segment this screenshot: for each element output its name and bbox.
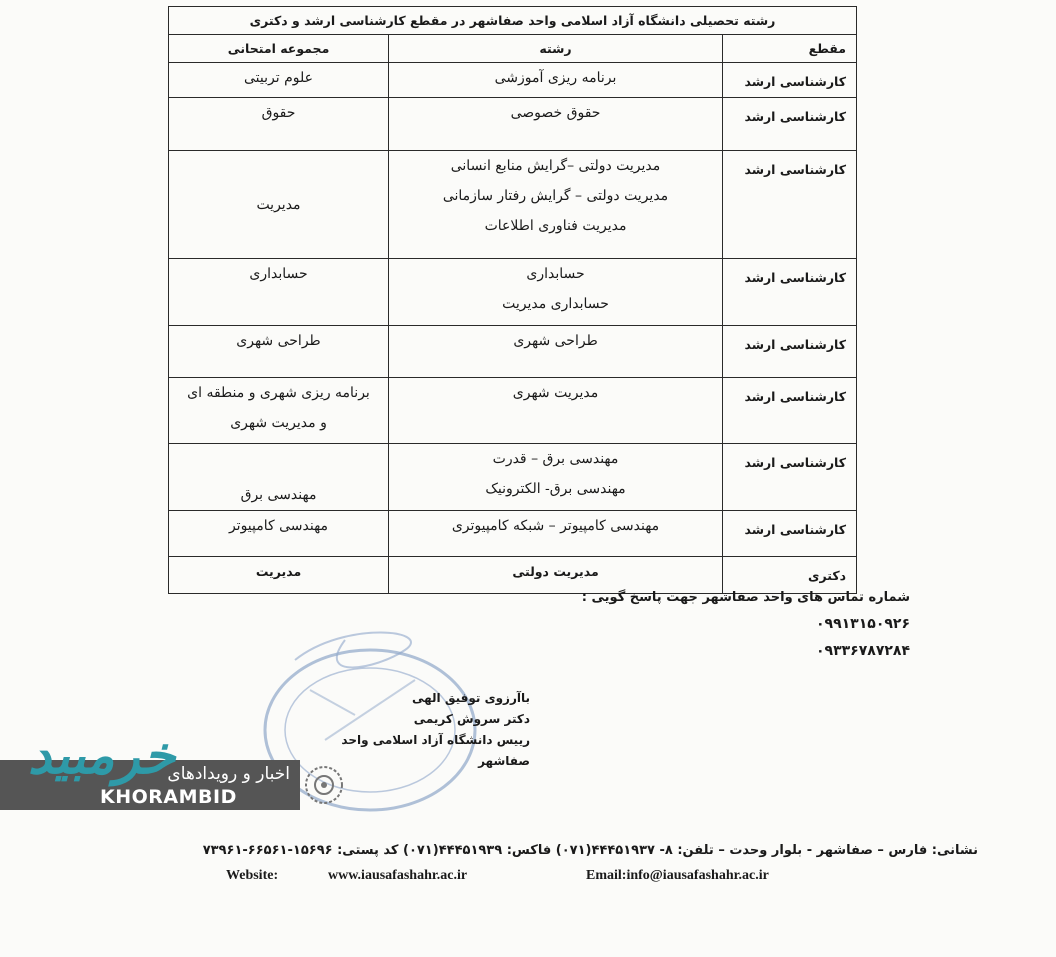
- exam-group-line: حسابداری: [249, 266, 308, 282]
- exam-group-line: مهندسی کامپیوتر: [228, 518, 329, 534]
- cell-exam-group: [169, 444, 389, 511]
- contact-heading: شماره تماس های واحد صفاشهر جهت پاسخ گویی :: [581, 590, 910, 605]
- field-line: طراحی شهری: [513, 333, 598, 349]
- cell-field: [389, 444, 723, 511]
- cell-level: کارشناسی ارشد: [723, 326, 857, 378]
- cell-level: کارشناسی ارشد: [723, 63, 857, 98]
- header-field: رشته: [389, 35, 723, 63]
- table-body: [169, 63, 857, 594]
- cell-level: کارشناسی ارشد: [723, 378, 857, 444]
- cell-field: [389, 326, 723, 378]
- field-line: حقوق خصوصی: [510, 105, 601, 121]
- header-level: مقطع: [723, 35, 857, 63]
- table-row: [169, 326, 857, 378]
- table-header-row: [169, 35, 857, 63]
- cell-level: کارشناسی ارشد: [723, 98, 857, 151]
- programs-table: [168, 6, 857, 594]
- cell-level: کارشناسی ارشد: [723, 151, 857, 259]
- field-line: مدیریت دولتی –گرایش منابع انسانی: [450, 158, 661, 174]
- signature-title: رییس دانشگاه آزاد اسلامی واحد صفاشهر: [341, 733, 530, 768]
- table-row: [169, 444, 857, 511]
- cell-exam-group: [169, 259, 389, 326]
- cell-field: [389, 98, 723, 151]
- cell-exam-group: [169, 511, 389, 557]
- cell-field: [389, 557, 723, 594]
- cell-exam-group: [169, 63, 389, 98]
- cell-exam-group: [169, 378, 389, 444]
- cell-exam-group: [169, 557, 389, 594]
- cell-level: کارشناسی ارشد: [723, 259, 857, 326]
- table-row: [169, 557, 857, 594]
- field-line: مهندسی کامپیوتر – شبکه کامپیوتری: [451, 518, 660, 534]
- table-row: [169, 63, 857, 98]
- watermark-en-text: KHORAMBID: [100, 786, 237, 808]
- field-line: مدیریت شهری: [512, 385, 599, 401]
- cell-exam-group: [169, 151, 389, 259]
- watermark-fa-text: اخبار و رویدادهای: [167, 764, 290, 784]
- cell-level: دکتری: [723, 557, 857, 594]
- cell-exam-group: [169, 98, 389, 151]
- exam-group-line: مدیریت: [255, 564, 302, 579]
- website-label: Website:: [226, 868, 279, 883]
- field-line: مدیریت دولتی – گرایش رفتار سازمانی: [442, 188, 669, 204]
- phone-number-2: ۰۹۳۳۶۷۸۷۲۸۴: [816, 643, 910, 659]
- table-row: [169, 511, 857, 557]
- exam-group-line: مهندسی برق: [240, 487, 317, 503]
- footer-address: نشانی: فارس – صفاشهر - بلوار وحدت – تلفن: ۸- ۴۴۴۵۱۹۳۷(۰۷۱) فاکس: ۴۴۴۵۱۹۳۹(۰۷۱) کد پستی: ۱۵۶۹۶-۶۶۵۶۱-۷۳۹۶۱: [202, 843, 978, 858]
- table-row: [169, 151, 857, 259]
- cell-level: کارشناسی ارشد: [723, 444, 857, 511]
- phone-number-1: ۰۹۹۱۳۱۵۰۹۲۶: [816, 616, 910, 632]
- contact-block: [582, 590, 910, 659]
- field-line: مهندسی برق – قدرت: [492, 451, 619, 467]
- table-row: [169, 98, 857, 151]
- field-line: مدیریت فناوری اطلاعات: [484, 218, 627, 234]
- cell-exam-group: [169, 326, 389, 378]
- watermark-script-logo: خرمبید: [28, 725, 176, 786]
- exam-group-line: و مدیریت شهری: [230, 415, 327, 431]
- table-title: رشته تحصیلی دانشگاه آزاد اسلامی واحد صفاشهر در مقطع کارشناسی ارشد و دکتری: [169, 7, 857, 35]
- exam-group-line: برنامه ریزی شهری و منطقه ای: [187, 385, 370, 401]
- signature-name: دکتر سروش کریمی: [413, 712, 530, 726]
- cell-level: کارشناسی ارشد: [723, 511, 857, 557]
- table-row: [169, 259, 857, 326]
- field-line: برنامه ریزی آموزشی: [494, 70, 617, 86]
- header-exam-group: مجموعه امتحانی: [169, 35, 389, 63]
- cell-field: [389, 63, 723, 98]
- ornament-icon: [302, 763, 346, 807]
- cell-field: [389, 378, 723, 444]
- signature-line-1: باآرزوی توفیق الهی: [411, 691, 530, 705]
- exam-group-line: حقوق: [261, 105, 296, 121]
- field-line: حسابداری: [526, 266, 585, 282]
- cell-field: [389, 259, 723, 326]
- field-line: حسابداری مدیریت: [502, 296, 609, 312]
- exam-group-line: علوم تربیتی: [244, 70, 313, 86]
- cell-field: [389, 151, 723, 259]
- exam-group-line: طراحی شهری: [236, 333, 321, 349]
- exam-group-line: مدیریت: [256, 196, 301, 213]
- field-line: مدیریت دولتی: [512, 564, 599, 579]
- field-line: مهندسی برق- الکترونیک: [485, 481, 626, 497]
- website-link[interactable]: www.iausafashahr.ac.ir: [328, 868, 468, 883]
- cell-field: [389, 511, 723, 557]
- table-row: [169, 378, 857, 444]
- email-link[interactable]: Email:info@iausafashahr.ac.ir: [586, 868, 769, 883]
- signature-block: [290, 688, 530, 772]
